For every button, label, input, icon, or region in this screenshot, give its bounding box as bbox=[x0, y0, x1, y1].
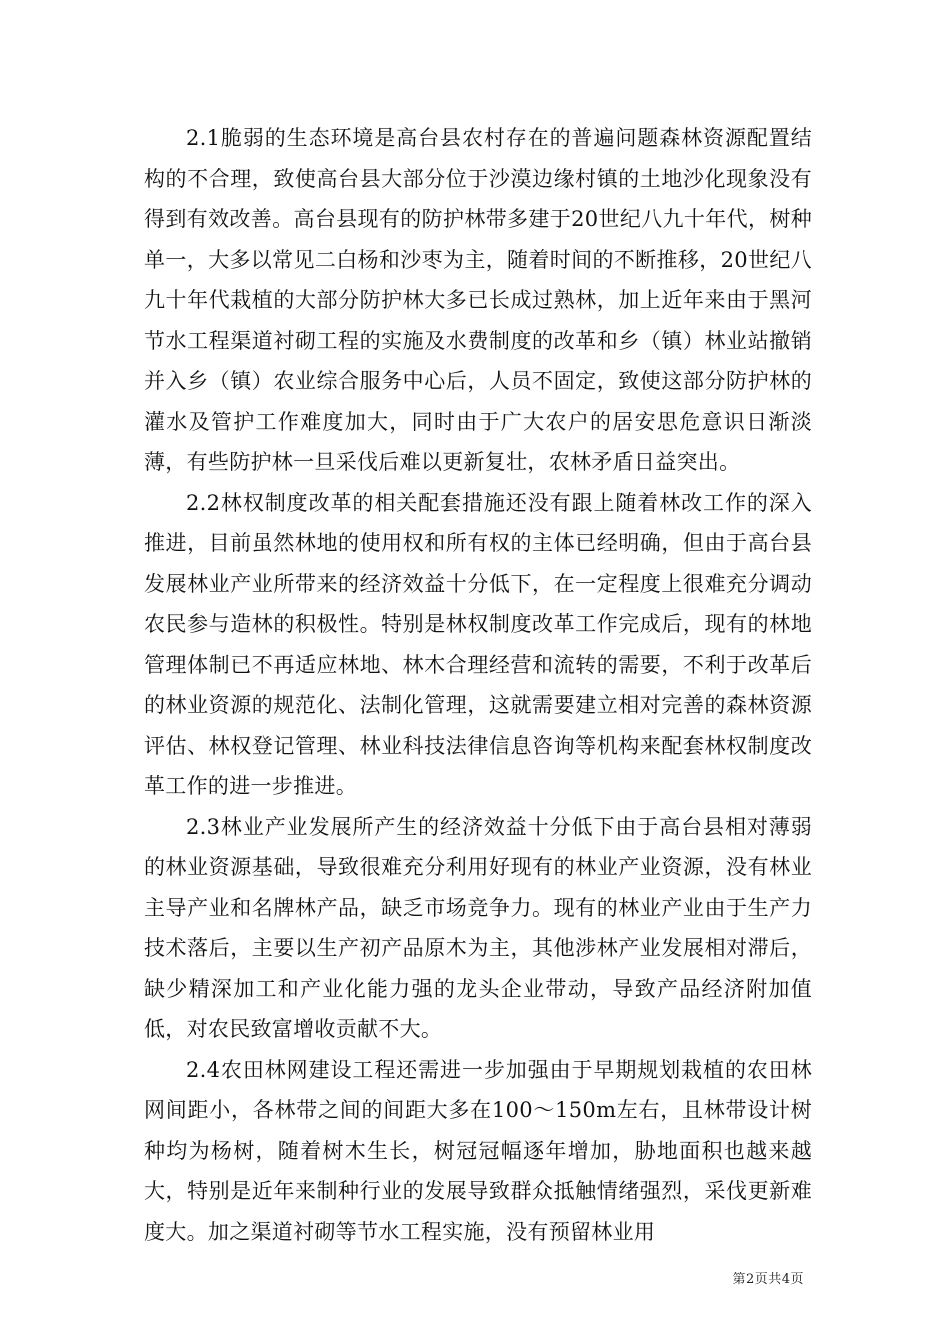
paragraph-2-4: 2.4农田林网建设工程还需进一步加强由于早期规划栽植的农田林网间距小，各林带之间的间距大多在100～150m左右，且林带设计树种均为杨树，随着树木生长，树冠冠幅逐年增加，胁地面积也越来越大，特别是近年来制种行业的发展导致群众抵触情绪强烈，采伐更新难度大。加之渠道衬砌等节水工程实施，没有预留林业用 bbox=[144, 1057, 812, 1244]
document-body bbox=[144, 118, 812, 1252]
paragraph-2-3: 2.3林业产业发展所产生的经济效益十分低下由于高台县相对薄弱的林业资源基础，导致很难充分利用好现有的林业产业资源，没有林业主导产业和名牌林产品，缺乏市场竞争力。现有的林业产业由于生产力技术落后，主要以生产初产品原木为主，其他涉林产业发展相对滞后，缺少精深加工和产业化能力强的龙头企业带动，导致产品经济附加值低，对农民致富增收贡献不大。 bbox=[144, 814, 812, 1041]
paragraph-2-2: 2.2林权制度改革的相关配套措施还没有跟上随着林改工作的深入推进，目前虽然林地的使用权和所有权的主体已经明确，但由于高台县发展林业产业所带来的经济效益十分低下，在一定程度上很难充分调动农民参与造林的积极性。特别是林权制度改革工作完成后，现有的林地管理体制已不再适应林地、林木合理经营和流转的需要，不利于改革后的林业资源的规范化、法制化管理，这就需要建立相对完善的森林资源评估、林权登记管理、林业科技法律信息咨询等机构来配套林权制度改革工作的进一步推进。 bbox=[144, 490, 812, 798]
paragraph-2-1: 2.1脆弱的生态环境是高台县农村存在的普遍问题森林资源配置结构的不合理，致使高台县大部分位于沙漠边缘村镇的土地沙化现象没有得到有效改善。高台县现有的防护林带多建于20世纪八九十年代，树种单一，大多以常见二白杨和沙枣为主，随着时间的不断推移，20世纪八九十年代栽植的大部分防护林大多已长成过熟林，加上近年来由于黑河节水工程渠道衬砌工程的实施及水费制度的改革和乡（镇）林业站撤销并入乡（镇）农业综合服务中心后，人员不固定，致使这部分防护林的灌水及管护工作难度加大，同时由于广大农户的居安思危意识日渐淡薄，有些防护林一旦采伐后难以更新复壮，农林矛盾日益突出。 bbox=[144, 126, 812, 474]
page-number-footer: 第2页共4页 bbox=[732, 1272, 804, 1287]
